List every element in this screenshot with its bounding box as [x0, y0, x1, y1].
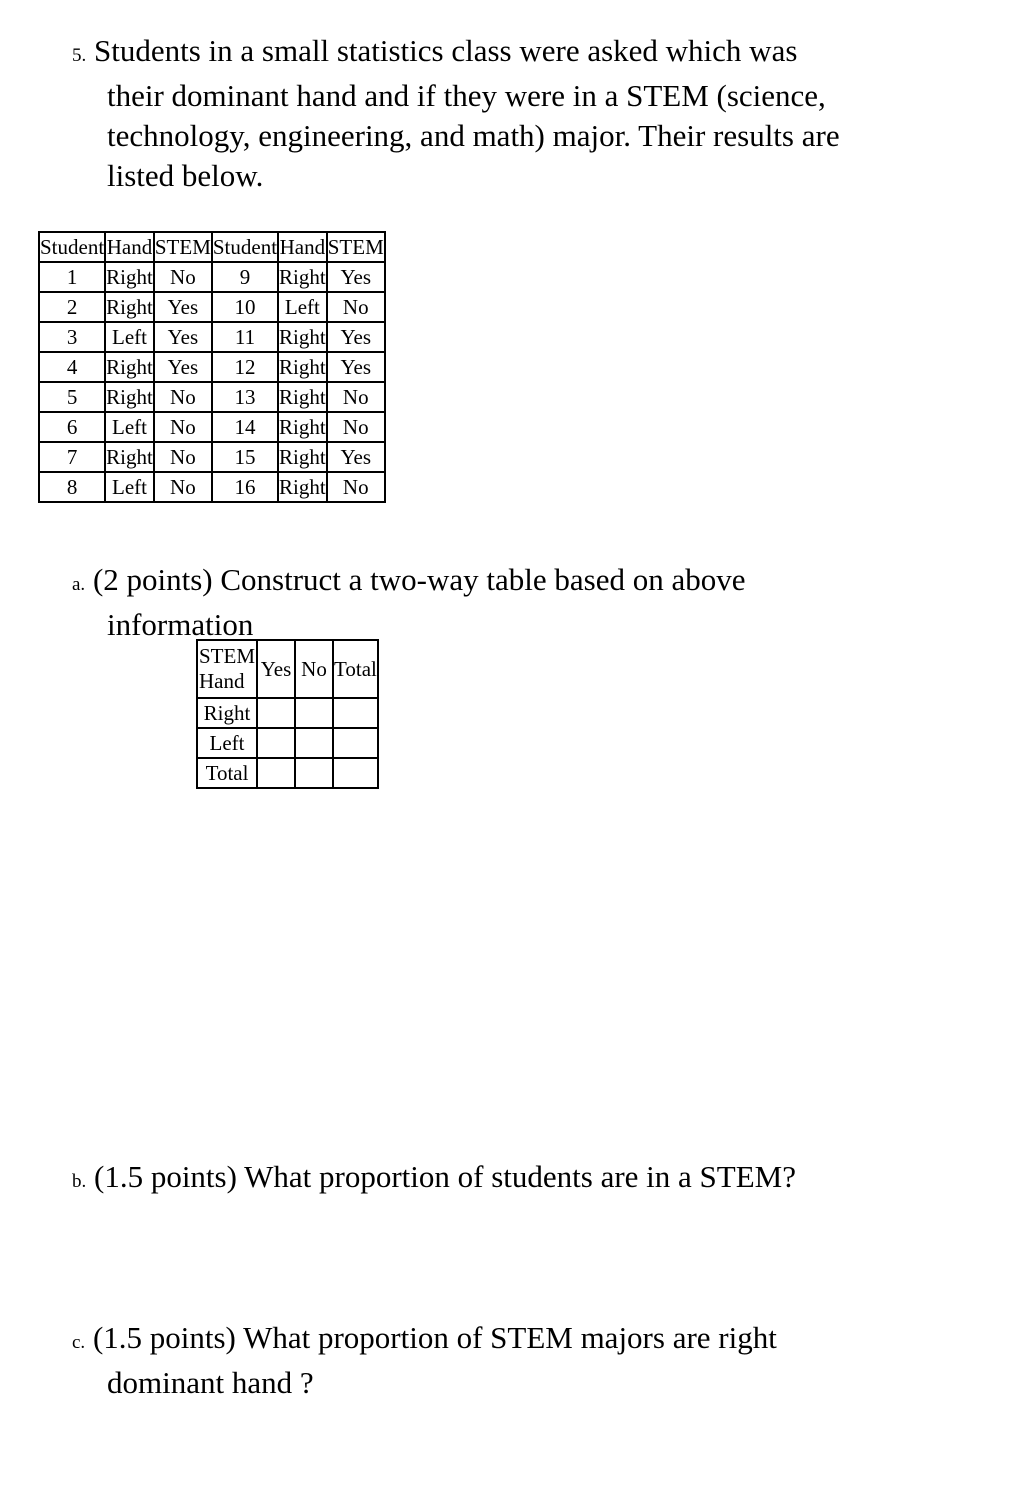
table-cell: Right [278, 352, 327, 382]
corner-stem-label: STEM [199, 644, 256, 668]
question-text-line-4: listed below. [107, 158, 264, 193]
column-header: Hand [278, 232, 327, 262]
answer-cell[interactable] [257, 758, 295, 788]
row-header-total: Total [197, 758, 257, 788]
table-cell: No [327, 292, 385, 322]
table-cell: Left [105, 322, 154, 352]
part-b-letter: b. [72, 1171, 87, 1192]
part-a-text-line-2: information [107, 607, 254, 642]
question-text-line-1: Students in a small statistics class were asked which was [94, 33, 798, 68]
answer-cell[interactable] [333, 758, 378, 788]
part-a [72, 560, 746, 645]
part-c-text-line-1: (1.5 points) What proportion of STEM majors are right [92, 1320, 777, 1355]
table-cell: 6 [39, 412, 105, 442]
survey-data-table [38, 231, 386, 503]
table-cell: 10 [212, 292, 278, 322]
table-cell: Yes [154, 352, 212, 382]
part-c-letter: c. [72, 1332, 86, 1353]
table-cell: Right [105, 292, 154, 322]
corner-hand-label: Hand [199, 669, 245, 693]
column-header: STEM [154, 232, 212, 262]
table-row [39, 322, 385, 352]
part-a-text-line-1: (2 points) Construct a two-way table based on above [92, 562, 746, 597]
table-cell: Right [278, 442, 327, 472]
table-cell: Right [105, 262, 154, 292]
table-cell: No [154, 412, 212, 442]
table-row [39, 412, 385, 442]
table-cell: Left [105, 412, 154, 442]
column-header: Hand [105, 232, 154, 262]
table-cell: 12 [212, 352, 278, 382]
two-way-corner-cell [197, 640, 257, 698]
table-cell: No [154, 442, 212, 472]
col-header-total: Total [333, 640, 378, 698]
table-cell: No [327, 412, 385, 442]
col-header-no: No [295, 640, 333, 698]
part-c [72, 1318, 777, 1403]
column-header: Student [212, 232, 278, 262]
table-cell: Right [278, 382, 327, 412]
part-b [72, 1157, 796, 1202]
part-c-text-line-2: dominant hand ? [107, 1365, 314, 1400]
table-cell: 1 [39, 262, 105, 292]
row-header-right: Right [197, 698, 257, 728]
part-b-text: (1.5 points) What proportion of students are in a STEM? [94, 1159, 796, 1194]
table-cell: 15 [212, 442, 278, 472]
column-header: STEM [327, 232, 385, 262]
table-cell: Right [278, 322, 327, 352]
table-cell: 16 [212, 472, 278, 502]
col-header-yes: Yes [257, 640, 295, 698]
row-header-left: Left [197, 728, 257, 758]
table-cell: 14 [212, 412, 278, 442]
table-cell: No [327, 382, 385, 412]
table-row [39, 442, 385, 472]
table-cell: Yes [327, 322, 385, 352]
column-header: Student [39, 232, 105, 262]
table-cell: 4 [39, 352, 105, 382]
table-cell: No [154, 262, 212, 292]
table-row [39, 382, 385, 412]
table-row [39, 262, 385, 292]
table-cell: No [327, 472, 385, 502]
table-row [39, 352, 385, 382]
answer-cell[interactable] [295, 728, 333, 758]
part-a-letter: a. [72, 574, 86, 595]
table-cell: Left [105, 472, 154, 502]
table-cell: Right [105, 352, 154, 382]
table-cell: Left [278, 292, 327, 322]
table-cell: 5 [39, 382, 105, 412]
table-cell: Right [278, 472, 327, 502]
table-cell: 13 [212, 382, 278, 412]
table-cell: 8 [39, 472, 105, 502]
table-cell: 7 [39, 442, 105, 472]
table-cell: Right [105, 442, 154, 472]
answer-cell[interactable] [257, 698, 295, 728]
table-cell: Yes [154, 322, 212, 352]
table-row [39, 472, 385, 502]
table-cell: Yes [327, 442, 385, 472]
table-cell: Right [105, 382, 154, 412]
table-cell: 11 [212, 322, 278, 352]
question-5 [72, 31, 840, 196]
table-row [39, 292, 385, 322]
answer-cell[interactable] [295, 758, 333, 788]
table-cell: 2 [39, 292, 105, 322]
table-cell: Right [278, 262, 327, 292]
table-cell: No [154, 382, 212, 412]
table-cell: Yes [327, 262, 385, 292]
table-cell: 3 [39, 322, 105, 352]
answer-cell[interactable] [333, 728, 378, 758]
table-cell: No [154, 472, 212, 502]
table-cell: Yes [154, 292, 212, 322]
answer-cell[interactable] [257, 728, 295, 758]
answer-cell[interactable] [333, 698, 378, 728]
question-number: 5. [72, 45, 87, 66]
table-cell: 9 [212, 262, 278, 292]
question-text-line-2: their dominant hand and if they were in a STEM (science, [107, 78, 826, 113]
table-cell: Yes [327, 352, 385, 382]
two-way-table [196, 639, 379, 789]
table-cell: Right [278, 412, 327, 442]
question-text-line-3: technology, engineering, and math) major. Their results are [107, 118, 840, 153]
table-header-row [39, 232, 385, 262]
answer-cell[interactable] [295, 698, 333, 728]
